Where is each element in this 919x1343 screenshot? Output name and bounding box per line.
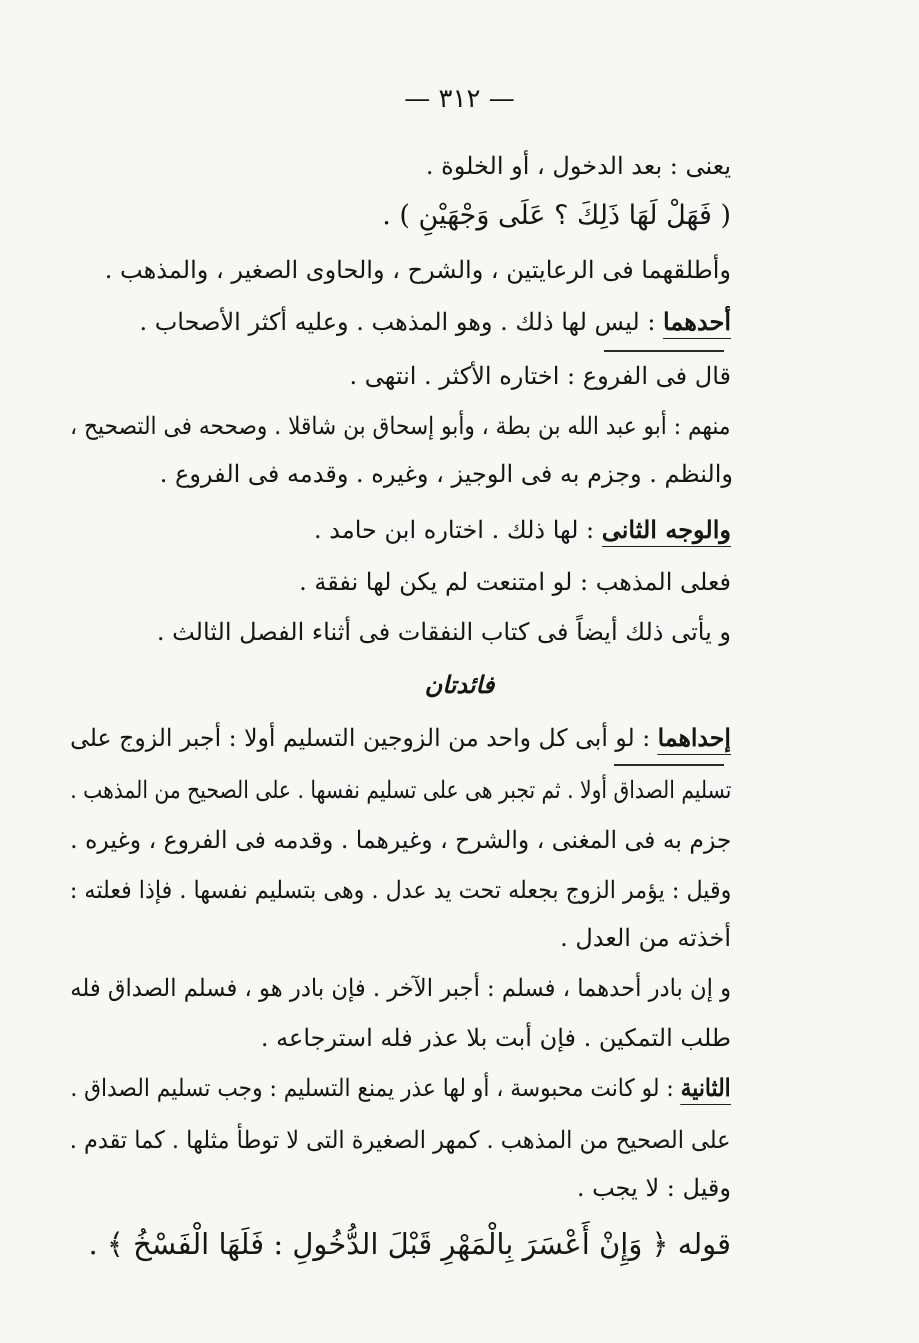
line-text: و يأتى ذلك أيضاً فى كتاب النفقات فى أثناء الفصل الثالث . [156,618,731,646]
line-text: قال فى الفروع : اختاره الأكثر . انتهى . [349,362,731,390]
line-text: وقيل : يؤمر الزوج بجعله تحت يد عدل . وهى بتسليم نفسها . فإذا فعلته : [69,876,731,904]
line-text: و إن بادر أحدهما ، فسلم : أجبر الآخر . فإن بادر هو ، فسلم الصداق فله [70,974,731,1002]
text-line [426,150,731,182]
line-text: والنظم . وجزم به فى الوجيز ، وغيره . وقدمه فى الفروع . [159,460,733,488]
quran-verse-line [382,200,731,232]
text-line [71,1072,731,1104]
line-lead-term: إحداهما [658,723,731,755]
text-line [299,566,731,598]
text-line [261,1022,731,1054]
text-line [139,306,731,338]
quran-verse-line [88,1228,731,1260]
line-text: ( فَهَلْ لَهَا ذَلِكَ ؟ عَلَى وَجْهَيْنِ ) . [382,200,731,231]
line-text: على الصحيح من المذهب . كمهر الصغيرة التى لا توطأ مثلها . كما تقدم . [70,1126,731,1154]
line-lead-term: الثانية [681,1073,731,1105]
text-line [70,1124,731,1156]
line-text: : لها ذلك . اختاره ابن حامد . [314,516,602,544]
line-lead-term: والوجه الثانى [602,515,731,547]
line-text: طلب التمكين . فإن أبت بلا عذر فله استرجاعه . [260,1024,731,1052]
line-text: : لو أبى كل واحد من الزوجين التسليم أولا : أجبر الزوج على [70,724,658,752]
text-line [105,254,731,286]
line-text: منهم : أبو عبد الله بن بطة ، وأبو إسحاق بن شاقلا . وصححه فى التصحيح ، [70,412,731,440]
line-lead-term: أحدهما [663,307,731,339]
text-line [70,824,731,856]
text-line [70,722,731,754]
line-text: : لو كانت محبوسة ، أو لها عذر يمنع التسليم : وجب تسليم الصداق . [70,1074,681,1102]
underline-mark [604,350,724,352]
text-line [157,616,731,648]
text-line [71,410,731,442]
line-text: وأطلقهما فى الرعايتين ، والشرح ، والحاوى الصغير ، والمذهب . [104,256,731,284]
line-text: قوله ﴿ وَإِنْ أَعْسَرَ بِالْمَهْرِ قَبْلَ الدُّخُولِ : فَلَهَا الْفَسْخُ ﴾ . [88,1227,731,1261]
line-text: جزم به فى المغنى ، والشرح ، وغيرهما . وقدمه فى الفروع ، وغيره . [69,826,731,854]
line-text: تسليم الصداق أولا . ثم تجبر هى على تسليم نفسها . على الصحيح من المذهب . [69,776,731,804]
section-heading: فائدتان [424,670,495,699]
text-line [314,514,731,546]
text-line [70,972,731,1004]
text-line [70,774,731,806]
page-number: — ٣١٢ — [404,84,515,114]
text-line [577,1172,731,1204]
underline-mark [614,764,724,766]
line-text: : ليس لها ذلك . وهو المذهب . وعليه أكثر الأصحاب . [139,308,664,336]
line-text: يعنى : بعد الدخول ، أو الخلوة . [425,152,731,180]
text-line [70,874,731,906]
line-text: وقيل : لا يجب . [576,1174,731,1202]
line-text: فعلى المذهب : لو امتنعت لم يكن لها نفقة . [299,568,731,596]
text-line [350,360,732,392]
text-line [160,458,733,490]
text-line [560,922,731,954]
line-text: أخذته من العدل . [560,924,731,952]
